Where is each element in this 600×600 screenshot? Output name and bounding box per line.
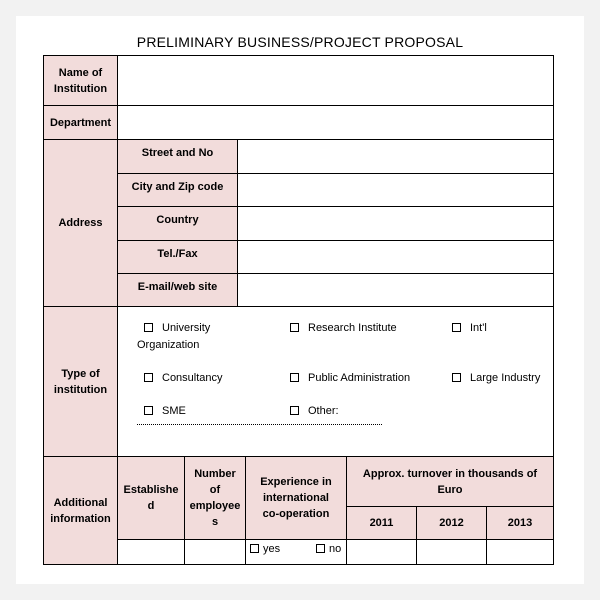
option-research-label: Research Institute xyxy=(308,322,397,334)
street-field[interactable] xyxy=(238,140,553,173)
checkbox-icon[interactable] xyxy=(452,323,461,332)
year-2012-header: 2012 xyxy=(439,517,464,529)
email-field[interactable] xyxy=(238,274,553,306)
street-label: Street and No xyxy=(141,147,214,159)
checkbox-icon[interactable] xyxy=(290,406,299,415)
tel-label: Tel./Fax xyxy=(157,248,198,260)
option-consultancy-label: Consultancy xyxy=(162,372,223,384)
type-of-institution-label: Type of institution xyxy=(53,367,108,396)
option-sme-label: SME xyxy=(162,405,186,417)
option-large-industry-label: Large Industry xyxy=(470,372,541,384)
email-label: E-mail/web site xyxy=(137,281,218,293)
experience-no-option[interactable] xyxy=(316,541,341,558)
form-title: PRELIMINARY BUSINESS/PROJECT PROPOSAL xyxy=(136,34,464,50)
checkbox-icon[interactable] xyxy=(290,323,299,332)
experience-no-label: no xyxy=(329,543,342,555)
address-label: Address xyxy=(58,217,103,229)
department-field[interactable] xyxy=(118,106,553,139)
checkbox-icon[interactable] xyxy=(316,544,325,553)
option-large-industry[interactable] xyxy=(452,370,540,387)
option-public-admin-label: Public Administration xyxy=(308,372,411,384)
other-input-line[interactable] xyxy=(137,424,382,425)
option-intl[interactable] xyxy=(452,320,487,337)
checkbox-icon[interactable] xyxy=(144,406,153,415)
department-label: Department xyxy=(49,116,112,129)
employees-field[interactable] xyxy=(185,540,245,564)
tel-field[interactable] xyxy=(238,241,553,273)
option-university-line2 xyxy=(137,337,199,354)
option-intl-label: Int'l xyxy=(470,322,487,334)
additional-information-label: Additional information xyxy=(50,496,111,525)
checkbox-icon[interactable] xyxy=(250,544,259,553)
option-sme[interactable] xyxy=(144,403,186,420)
option-university-label-line2: Organization xyxy=(137,339,200,351)
option-university[interactable] xyxy=(144,320,210,337)
option-public-administration[interactable] xyxy=(290,370,410,387)
experience-yes-option[interactable] xyxy=(250,541,280,558)
name-of-institution-label: Name of Institution xyxy=(53,66,108,95)
checkbox-icon[interactable] xyxy=(290,373,299,382)
country-field[interactable] xyxy=(238,207,553,240)
name-of-institution-field[interactable] xyxy=(118,56,553,105)
city-field[interactable] xyxy=(238,174,553,206)
employees-header: Number of employee s xyxy=(189,468,241,528)
checkbox-icon[interactable] xyxy=(144,323,153,332)
turnover-header: Approx. turnover in thousands of Euro xyxy=(362,467,538,496)
checkbox-icon[interactable] xyxy=(144,373,153,382)
experience-header: Experience in international co-operation xyxy=(260,476,332,520)
option-university-label: University xyxy=(162,322,211,334)
option-other-label: Other: xyxy=(308,405,339,417)
turnover-2012-field[interactable] xyxy=(417,540,486,564)
turnover-2013-field[interactable] xyxy=(487,540,553,564)
city-label: City and Zip code xyxy=(131,181,224,193)
option-research-institute[interactable] xyxy=(290,320,397,337)
experience-yes-label: yes xyxy=(263,543,281,555)
country-label: Country xyxy=(156,214,199,226)
option-other[interactable] xyxy=(290,403,339,420)
turnover-2011-field[interactable] xyxy=(347,540,416,564)
option-consultancy[interactable] xyxy=(144,370,223,387)
checkbox-icon[interactable] xyxy=(452,373,461,382)
year-2013-header: 2013 xyxy=(507,517,533,529)
established-field[interactable] xyxy=(118,540,184,564)
established-header: Establishe d xyxy=(123,484,179,512)
year-2011-header: 2011 xyxy=(369,517,394,529)
